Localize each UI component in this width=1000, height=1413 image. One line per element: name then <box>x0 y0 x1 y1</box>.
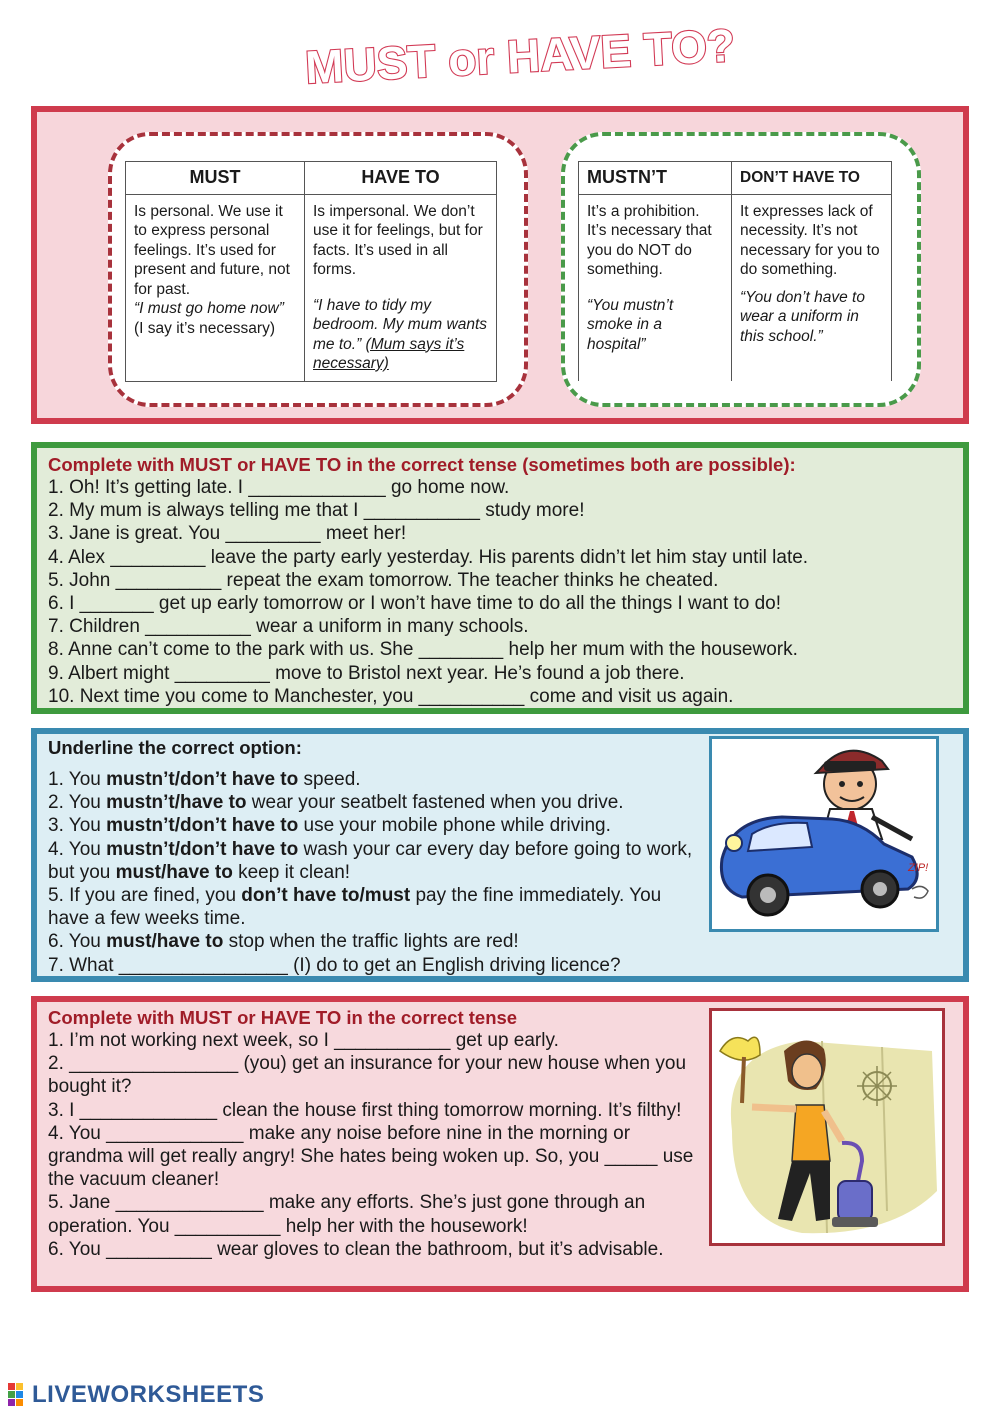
sentence-text: wear your seatbelt fastened when you drive. <box>246 792 624 814</box>
dont-have-to-heading: DON’T HAVE TO <box>732 162 892 195</box>
sentence-text: speed. <box>298 769 361 790</box>
exercise3-item[interactable]: 4. You _____________ make any noise before nine in the morning or grandma will get really angry! She hates being woken up. So, you _____ use the vacuum cleaner! <box>48 1122 694 1191</box>
dont-have-to-desc: It expresses lack of necessity. It’s not necessary for you to do something. <box>740 202 880 278</box>
have-to-explanation <box>305 194 497 381</box>
zip-caption: ZIP! <box>908 862 929 874</box>
title-text: MUST or HAVE TO? <box>303 18 737 94</box>
sentence-text: stop when the traffic lights are red! <box>223 931 519 953</box>
exercise1-item[interactable]: 3. Jane is great. You _________ meet her! <box>48 523 407 545</box>
exercise2-item[interactable] <box>48 930 703 953</box>
must-desc: Is personal. We use it to express personal feelings. It’s used for present and future, not for past. <box>134 202 290 298</box>
sentence-text: 1. You <box>48 769 107 790</box>
exercise2-item[interactable] <box>48 791 703 814</box>
option-choice[interactable]: mustn’t/don’t have to <box>106 815 299 837</box>
exercise3-item[interactable]: 2. ________________ (you) get an insurance for your new house when you bought it? <box>48 1053 687 1098</box>
mustnt-desc: It’s a prohibition. It’s necessary that you do NOT do something. <box>587 202 712 278</box>
option-choice[interactable]: must/have to <box>115 861 233 883</box>
exercise2-item[interactable] <box>48 884 703 930</box>
dont-have-to-explanation <box>732 194 892 381</box>
have-to-example <box>313 296 488 374</box>
logo-icon <box>8 1383 32 1407</box>
exercise2-item[interactable] <box>48 954 703 977</box>
sentence-text: 3. You <box>48 815 107 837</box>
option-choice[interactable]: don’t have to/must <box>241 885 411 907</box>
mustnt-dont-have-to-table <box>578 161 892 381</box>
sentence-text: 7. What ________________ (I) do to get an English driving licence? <box>48 954 621 976</box>
must-have-to-table <box>125 161 497 382</box>
mustnt-heading: MUSTN’T <box>579 162 732 195</box>
must-heading: MUST <box>126 162 305 195</box>
option-choice[interactable]: mustn’t/have to <box>106 792 247 814</box>
option-choice[interactable]: mustn’t/don’t have to <box>106 838 299 860</box>
exercise1-item[interactable]: 6. I _______ get up early tomorrow or I won’t have time to do all the things I want to do! <box>48 593 781 615</box>
sentence-text: use your mobile phone while driving. <box>298 815 611 837</box>
car-illustration <box>709 736 939 932</box>
have-to-example-text: “I have to tidy my bedroom. My mum wants me to.” <box>313 296 487 353</box>
have-to-note: (Mum says it’s necessary) <box>313 335 465 372</box>
have-to-heading: HAVE TO <box>305 162 497 195</box>
exercise1-instruction: Complete with MUST or HAVE TO in the correct tense (sometimes both are possible): <box>48 454 796 475</box>
cleaning-woman-illustration <box>709 1008 945 1246</box>
have-to-desc: Is impersonal. We don’t use it for feelings, but for facts. It’s used in all forms. <box>313 202 483 278</box>
mustnt-example: “You mustn’t smoke in a hospital” <box>587 296 674 353</box>
exercise1-item[interactable]: 2. My mum is always telling me that I ___________ study more! <box>48 500 585 522</box>
sentence-text: wash your car every day before going to work, but you <box>48 838 693 883</box>
exercise3-item[interactable]: 3. I _____________ clean the house first thing tomorrow morning. It’s filthy! <box>48 1099 682 1121</box>
exercise2-list <box>48 768 703 977</box>
exercise1-list <box>48 476 953 708</box>
exercise1-item[interactable]: 9. Albert might _________ move to Bristol next year. He’s found a job there. <box>48 662 685 684</box>
exercise3-list <box>48 1029 703 1261</box>
sentence-text: 2. You <box>48 792 107 814</box>
sentence-text: keep it clean! <box>232 861 351 883</box>
must-note: (I say it’s necessary) <box>134 319 275 337</box>
option-choice[interactable]: mustn’t/don’t have to <box>106 769 299 790</box>
worksheet-title <box>300 14 740 94</box>
exercise2-item[interactable] <box>48 814 703 837</box>
dont-have-to-example: “You don’t have to wear a uniform in this school.” <box>740 288 865 345</box>
must-explanation <box>126 194 305 381</box>
exercise3-item[interactable]: 5. Jane ______________ make any efforts. She’s just gone through an operation. You __________ help her with the housework! <box>48 1192 646 1237</box>
option-choice[interactable]: must/have to <box>106 931 224 953</box>
sentence-text: 4. You <box>48 838 107 860</box>
exercise3-instruction: Complete with MUST or HAVE TO in the correct tense <box>48 1007 518 1028</box>
exercise1-item[interactable]: 10. Next time you come to Manchester, you __________ come and visit us again. <box>48 685 734 707</box>
exercise3-item[interactable]: 1. I’m not working next week, so I ___________ get up early. <box>48 1030 559 1051</box>
exercise1-item[interactable]: 7. Children __________ wear a uniform in many schools. <box>48 616 529 638</box>
sentence-text: 5. If you are fined, you <box>48 885 242 907</box>
exercise1-item[interactable]: 5. John __________ repeat the exam tomorrow. The teacher thinks he cheated. <box>48 569 719 591</box>
exercise1-item[interactable]: 8. Anne can’t come to the park with us. She ________ help her mum with the housework. <box>48 639 798 661</box>
sentence-text: pay the fine immediately. You have a few weeks time. <box>48 885 662 930</box>
exercise1-item[interactable]: 4. Alex _________ leave the party early yesterday. His parents didn’t let him stay until late. <box>48 546 809 568</box>
liveworksheets-logo[interactable] <box>8 1381 264 1409</box>
exercise2-item[interactable] <box>48 838 703 884</box>
logo-text: LIVEWORKSHEETS <box>32 1381 265 1408</box>
exercise1-item[interactable]: 1. Oh! It’s getting late. I _____________ go home now. <box>48 477 510 498</box>
mustnt-explanation <box>579 194 732 381</box>
exercise3-item[interactable]: 6. You __________ wear gloves to clean the bathroom, but it’s advisable. <box>48 1238 664 1260</box>
sentence-text: 6. You <box>48 931 107 953</box>
exercise2-instruction: Underline the correct option: <box>48 737 302 758</box>
must-example: “I must go home now” <box>134 300 284 317</box>
exercise2-item[interactable] <box>48 768 703 791</box>
